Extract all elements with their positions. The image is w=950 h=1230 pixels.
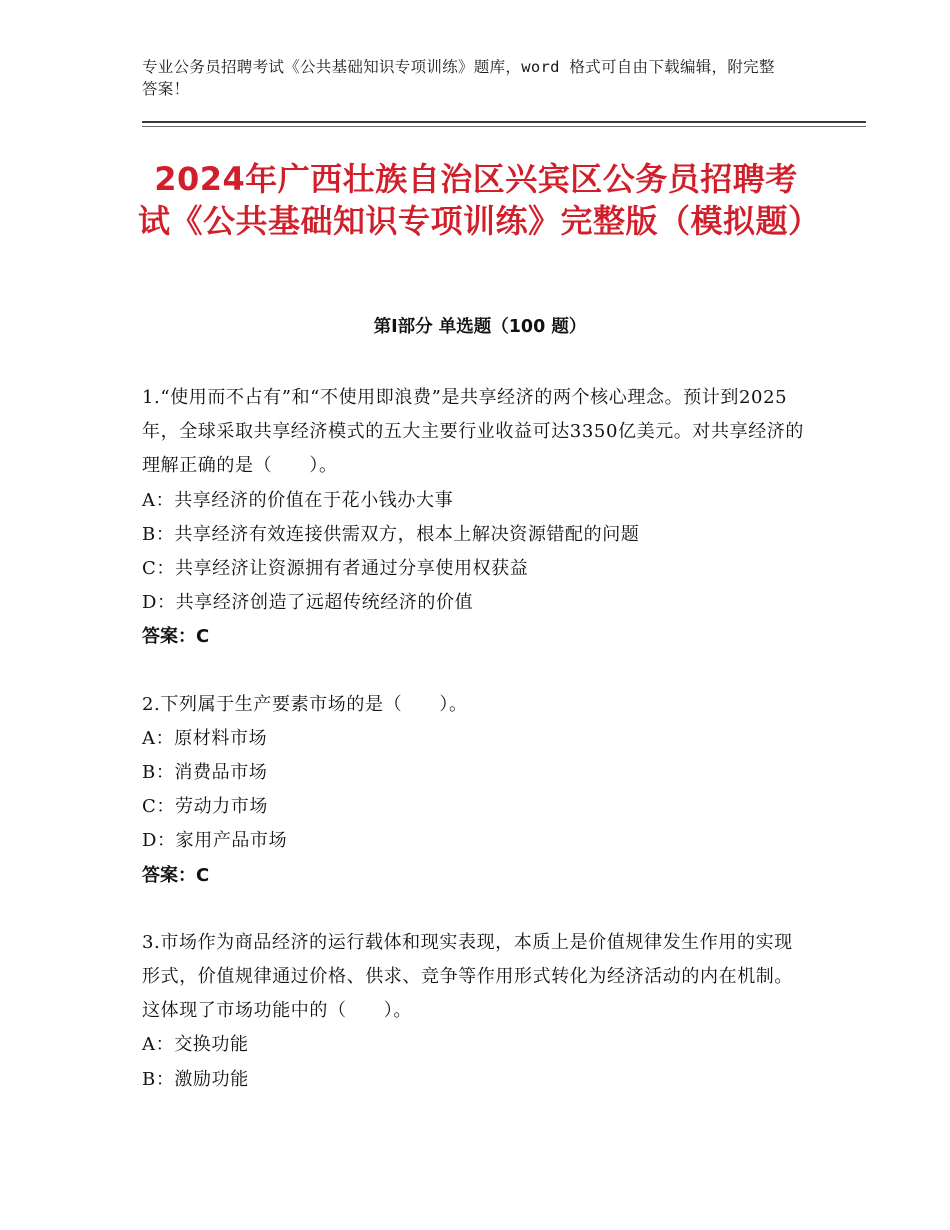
- header-note: 专业公务员招聘考试《公共基础知识专项训练》题库，word 格式可自由下载编辑，附完整答案！: [142, 58, 775, 98]
- section-title: 第Ⅰ部分 单选题（100 题）: [373, 317, 587, 337]
- header-rule-thin: [142, 126, 866, 127]
- question-stem: 2.下列属于生产要素市场的是（ ）。: [142, 693, 468, 715]
- answer-label: 答案：C: [142, 626, 210, 648]
- document-title: 2024年广西壮族自治区兴宾区公务员招聘考试《公共基础知识专项训练》完整版（模拟题）: [138, 160, 821, 240]
- option-b: B：共享经济有效连接供需双方，根本上解决资源错配的问题: [142, 523, 640, 545]
- option-d: D：共享经济创造了远超传统经济的价值: [142, 592, 474, 614]
- question-spacer: [142, 655, 807, 688]
- header-rule-thick: [142, 121, 866, 123]
- option-b: B：激励功能: [142, 1068, 249, 1090]
- question-list: [142, 381, 807, 1097]
- option-a: A：交换功能: [142, 1034, 249, 1056]
- option-c: C：共享经济让资源拥有者通过分享使用权获益: [142, 558, 529, 580]
- question-stem: 1.“使用而不占有”和“不使用即浪费”是共享经济的两个核心理念。预计到2025年，全球采取共享经济模式的五大主要行业收益可达3350亿美元。对共享经济的理解正确的是（ ）。: [142, 387, 805, 477]
- question-stem: 3.市场作为商品经济的运行载体和现实表现，本质上是价值规律发生作用的实现形式，价值规律通过价格、供求、竞争等作用形式转化为经济活动的内在机制。这体现了市场功能中的（ ）。: [142, 931, 793, 1022]
- option-a: A：原材料市场: [142, 727, 268, 749]
- answer-label: 答案：C: [142, 864, 210, 886]
- option-c: C：劳动力市场: [142, 796, 268, 818]
- option-b: B：消费品市场: [142, 762, 268, 784]
- option-a: A：共享经济的价值在于花小钱办大事: [142, 489, 454, 511]
- question-3: [142, 926, 807, 1097]
- question-spacer: [142, 893, 807, 926]
- option-d: D：家用产品市场: [142, 830, 288, 852]
- question-1: [142, 381, 807, 655]
- question-2: [142, 688, 807, 893]
